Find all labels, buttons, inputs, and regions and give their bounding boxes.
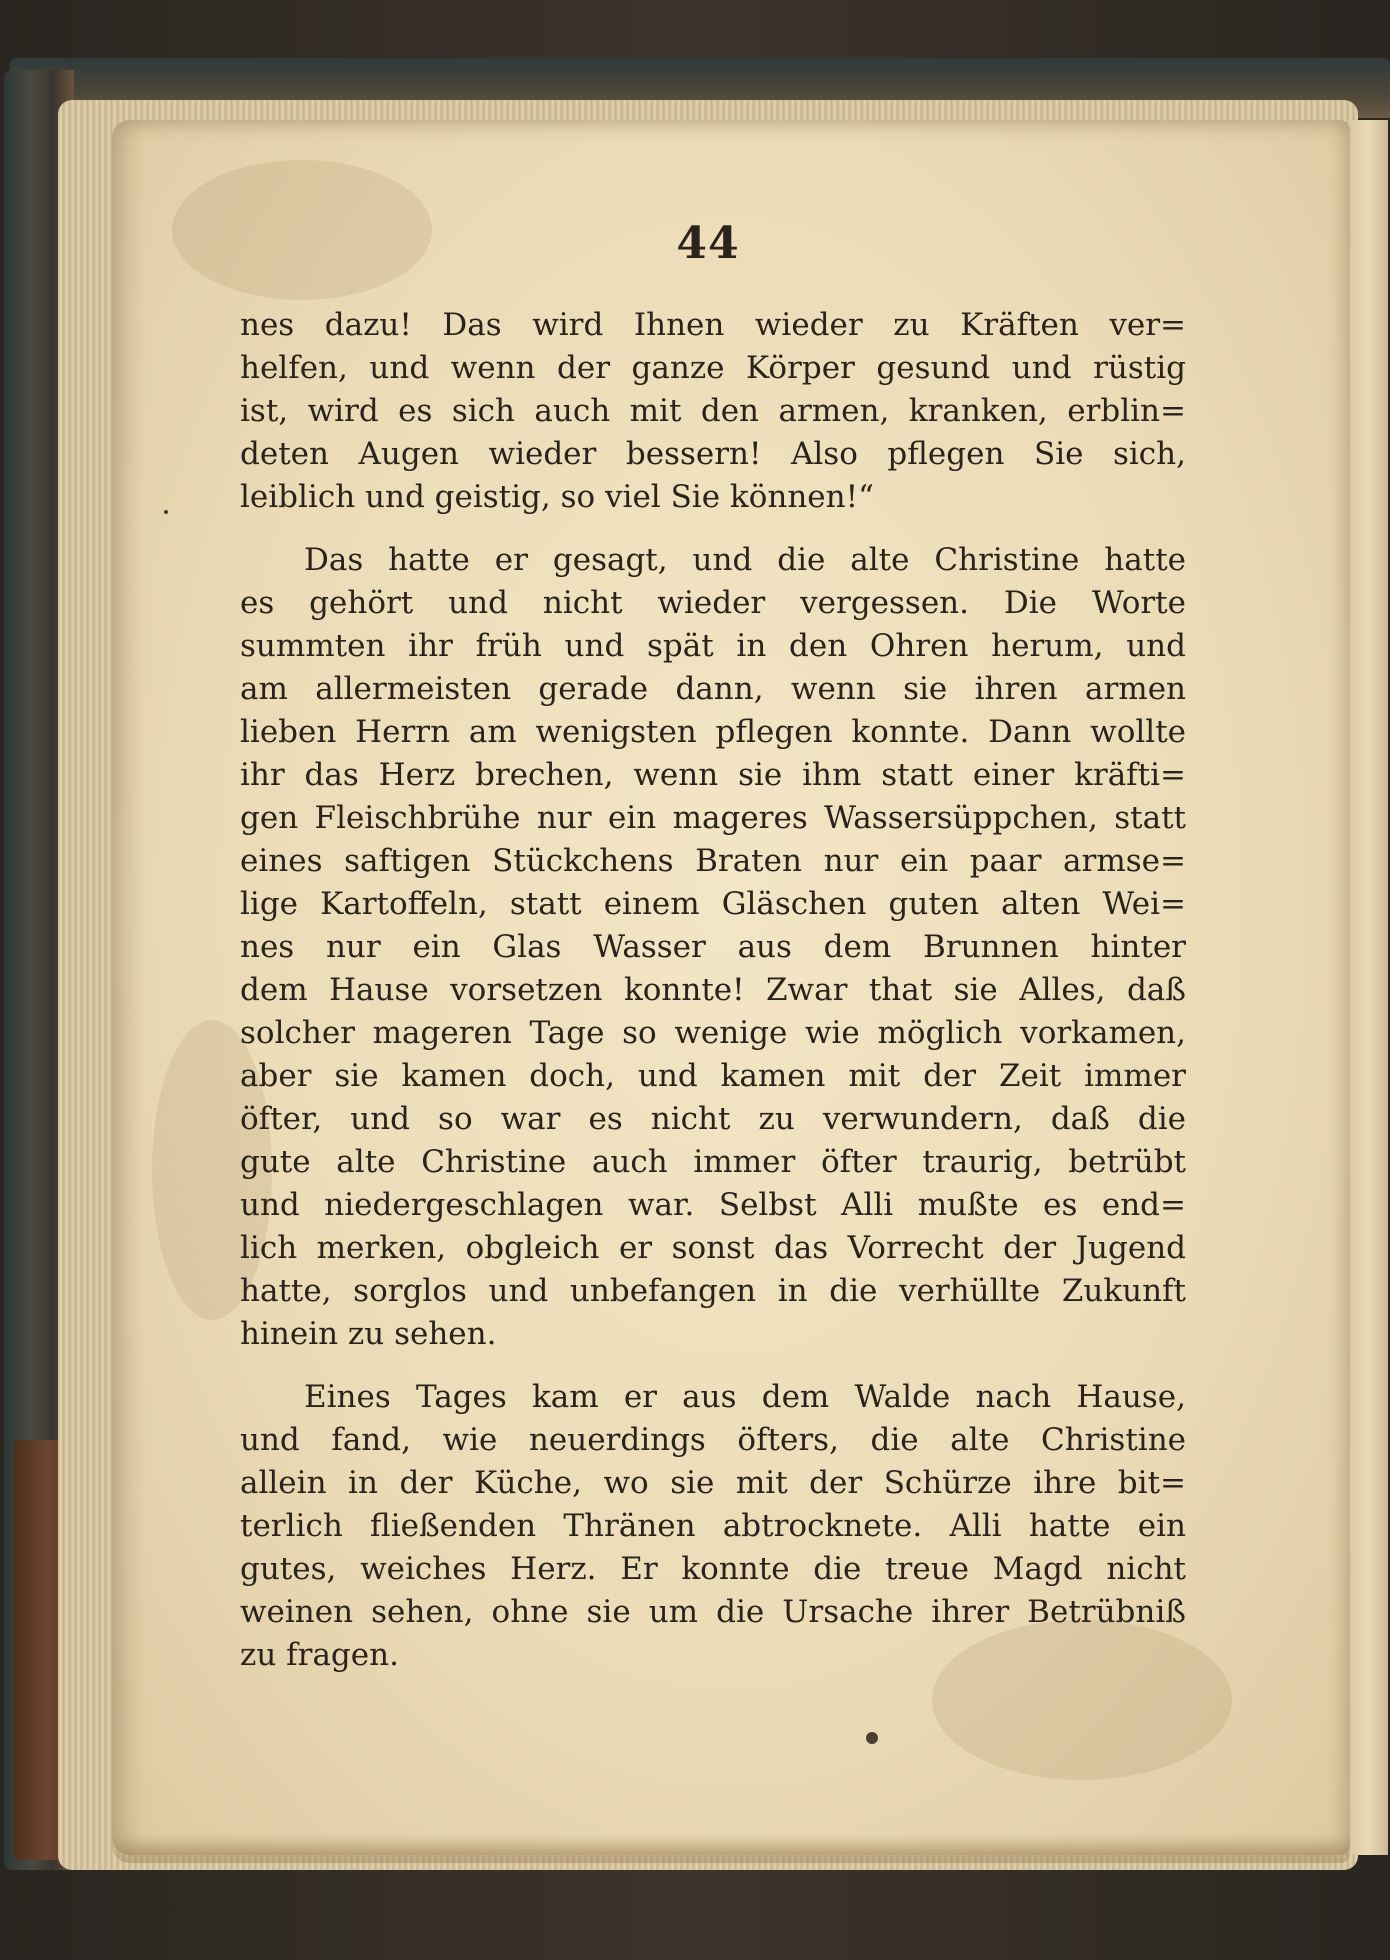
text-line: gen Fleischbrühe nur ein mageres Wassersüppchen, statt: [240, 800, 1186, 836]
text-line: lich merken, obgleich er sonst das Vorrecht der Jugend: [240, 1230, 1186, 1266]
ink-speck: [164, 510, 168, 514]
text-line: gute alte Christine auch immer öfter traurig, betrübt: [240, 1144, 1186, 1180]
text-line: deten Augen wieder bessern! Also pflegen Sie sich,: [240, 436, 1186, 472]
text-line: Das hatte er gesagt, und die alte Christine hatte: [304, 542, 1186, 578]
text-line: leiblich und geistig, so viel Sie können!“: [240, 479, 874, 515]
text-line: ist, wird es sich auch mit den armen, kranken, erblin=: [240, 393, 1186, 429]
ink-speck: [866, 1732, 878, 1744]
text-line: lige Kartoffeln, statt einem Gläschen guten alten Wei=: [240, 886, 1186, 922]
text-line: hatte, sorglos und unbefangen in die verhüllte Zukunft: [240, 1273, 1186, 1309]
text-line: Eines Tages kam er aus dem Walde nach Hause,: [304, 1379, 1186, 1415]
text-line: öfter, und so war es nicht zu verwundern, daß die: [240, 1101, 1186, 1137]
text-line: nes dazu! Das wird Ihnen wieder zu Kräften ver=: [240, 307, 1186, 343]
text-line: aber sie kamen doch, und kamen mit der Zeit immer: [240, 1058, 1186, 1094]
page-number: 44: [676, 218, 740, 269]
page-bottom-shadow: [112, 1835, 1350, 1863]
text-line: allein in der Küche, wo sie mit der Schürze ihre bit=: [240, 1465, 1186, 1501]
text-line: eines saftigen Stückchens Braten nur ein paar armse=: [240, 843, 1186, 879]
paper-stain: [172, 160, 432, 300]
paragraph-gap: [240, 1356, 1186, 1376]
text-line: zu fragen.: [240, 1637, 399, 1673]
text-line: summten ihr früh und spät in den Ohren herum, und: [240, 628, 1186, 664]
text-line: lieben Herrn am wenigsten pflegen konnte. Dann wollte: [240, 714, 1186, 750]
page-text: [240, 304, 1186, 1677]
text-line: und fand, wie neuerdings öfters, die alte Christine: [240, 1422, 1186, 1458]
text-line: es gehört und nicht wieder vergessen. Die Worte: [240, 585, 1186, 621]
facing-page-edge: [1348, 120, 1388, 1855]
text-line: ihr das Herz brechen, wenn sie ihm statt einer kräfti=: [240, 757, 1186, 793]
text-line: terlich fließenden Thränen abtrocknete. Alli hatte ein: [240, 1508, 1186, 1544]
text-line: dem Hause vorsetzen konnte! Zwar that sie Alles, daß: [240, 972, 1186, 1008]
text-line: und niedergeschlagen war. Selbst Alli mußte es end=: [240, 1187, 1186, 1223]
text-line: gutes, weiches Herz. Er konnte die treue Magd nicht: [240, 1551, 1186, 1587]
text-line: helfen, und wenn der ganze Körper gesund und rüstig: [240, 350, 1186, 386]
text-line: solcher mageren Tage so wenige wie möglich vorkamen,: [240, 1015, 1186, 1051]
text-line: hinein zu sehen.: [240, 1316, 497, 1352]
text-line: nes nur ein Glas Wasser aus dem Brunnen hinter: [240, 929, 1186, 965]
paragraph-gap: [240, 519, 1186, 539]
text-line: am allermeisten gerade dann, wenn sie ihren armen: [240, 671, 1186, 707]
text-line: weinen sehen, ohne sie um die Ursache ihrer Betrübniß: [240, 1594, 1186, 1630]
